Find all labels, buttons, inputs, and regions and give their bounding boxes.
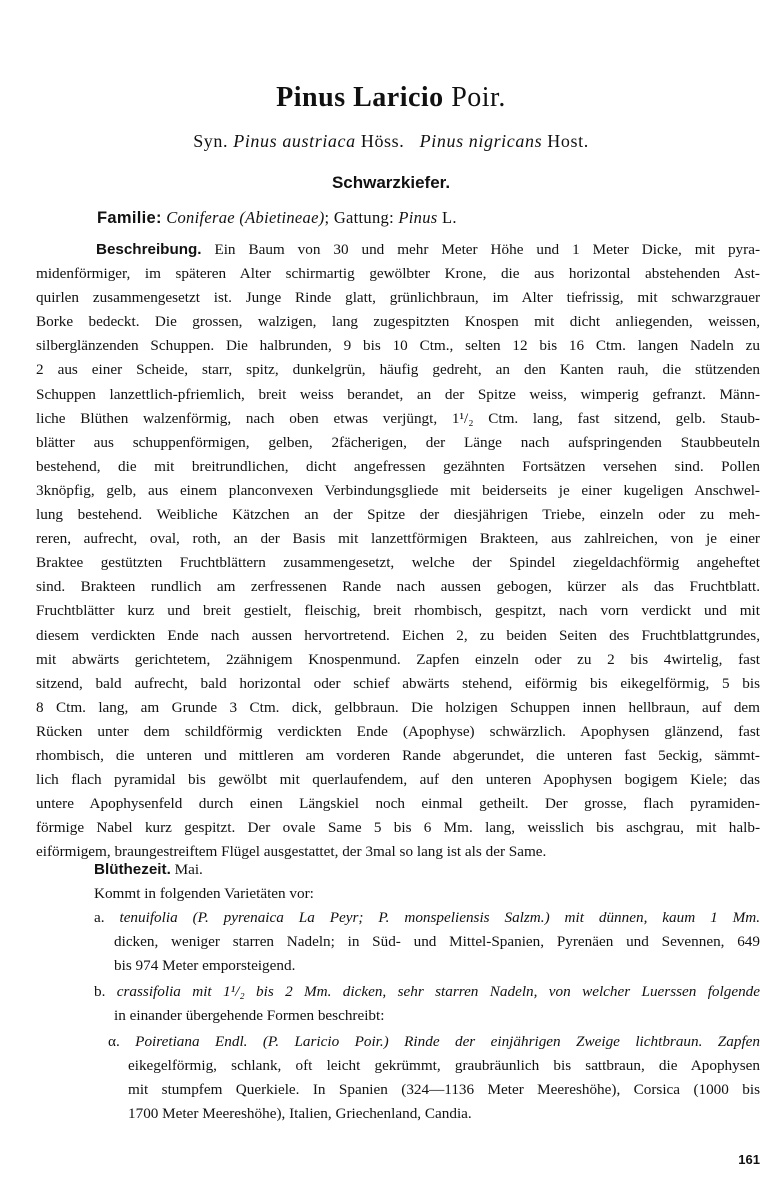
beschreibung-line xyxy=(36,238,760,262)
beschreibung-line: Borke bedeckt. Die grossen, walzigen, lang zugespitzten Knospen mit dicht anliegenden, weissen, xyxy=(36,313,760,331)
variety-alpha xyxy=(108,1030,760,1126)
variety-line xyxy=(108,1030,760,1054)
beschreibung-section xyxy=(36,238,760,864)
subfamily-name: (Abietineae) xyxy=(239,208,325,227)
beschreibung-line: blätter aus schuppenförmigen, gelben, 2fächerigen, der Länge nach aufspringenden Staubbeuteln xyxy=(36,433,760,451)
beschreibung-line: Rücken unter dem schildförmig verdickten Ende (Apophyse) schwärzlich. Apophysen glänzend, fast xyxy=(36,722,760,740)
variety-line: in einander übergehende Formen beschreibt: xyxy=(114,1007,385,1025)
page-title xyxy=(0,82,782,114)
beschreibung-line: rhombisch, die unteren und mittleren am vorderen Rande abgerundet, die unteren fast 5eckig, sämmt- xyxy=(36,746,760,764)
beschreibung-line: 8 Ctm. lang, am Grunde 3 Ctm. dick, gelbbraun. Die holzigen Schuppen innen hellbraun, auf dem xyxy=(36,698,760,716)
beschreibung-line: sind. Brakteen rundlich am zerfressenen Rande nach aussen gebogen, kürzer als das Fruchtblatt. xyxy=(36,578,760,596)
genus-name: Pinus xyxy=(398,208,438,227)
beschreibung-line: untere Apophysenfeld durch einen Längskiel noch einmal getheilt. Der grosse, flach pyramiden- xyxy=(36,795,760,813)
syn-prefix: Syn. xyxy=(193,131,229,151)
beschreibung-line: lung bestehend. Weibliche Kätzchen an der Spitze der diesjährigen Triebe, einzeln oder zu meh- xyxy=(36,506,760,524)
synonym-1-author: Höss. xyxy=(360,131,405,151)
variety-line xyxy=(94,906,760,930)
beschreibung-line: bestehend, die mit breitrundlichen, dicht angefressen gezähnten Fortsätzen versehen sind. Pollen xyxy=(36,457,760,475)
beschreibung-line: liche Blüthen walzenförmig, nach oben etwas verjüngt, 1¹/₂ Ctm. lang, fast sitzend, gelb. Staub- xyxy=(36,409,760,427)
beschreibung-line: mit abwärts gerichtetem, 2zähnigem Knospenmund. Zapfen einzeln oder zu 2 bis 4wirtelig, fast xyxy=(36,650,760,668)
variety-line: 1700 Meter Meereshöhe), Italien, Griechenland, Candia. xyxy=(128,1105,472,1123)
beschreibung-line: 2 aus einer Scheide, starr, spitz, dunkelgrün, häufig gedreht, an den Kanten rauh, die stützenden xyxy=(36,361,760,379)
variety-a xyxy=(94,906,760,978)
variety-text: crassifolia mit 1¹/₂ bis 2 Mm. dicken, sehr starren Nadeln, von welcher Luerssen folgende xyxy=(116,983,760,1000)
variety-line: dicken, weniger starren Nadeln; in Süd- und Mittel-Spanien, Pyrenäen und Sevennen, 649 xyxy=(114,933,760,951)
beschreibung-line: quirlen zusammengesetzt ist. Junge Rinde glatt, grünlichbraun, im Alter tiefrissig, mit schwarzgrauer xyxy=(36,289,760,307)
beschreibung-line: midenförmiger, im späteren Alter schirmartig gewölbter Krone, die aus horizontal abstehenden Ast- xyxy=(36,265,760,283)
variety-line: bis 974 Meter emporsteigend. xyxy=(114,957,296,975)
bluthezeit-line xyxy=(94,858,760,882)
beschreibung-line: lich flach pyramidal bis gewölbt mit querlaufendem, auf den unteren Apophysen bogigem Kiele; das xyxy=(36,771,760,789)
variety-line: eikegelförmig, schlank, oft leicht gekrümmt, graubräunlich bis sattbraun, die Apophysen xyxy=(128,1057,760,1075)
synonyms-line xyxy=(0,131,782,152)
variety-line xyxy=(94,980,760,1004)
common-name: Schwarzkiefer. xyxy=(331,173,451,192)
variety-marker: b. xyxy=(94,983,106,1000)
variety-marker: a. xyxy=(94,909,105,926)
family-name: Coniferae xyxy=(166,208,235,227)
gattung-label: Gattung: xyxy=(333,208,394,227)
beschreibung-line: silberglänzenden Schuppen. Die halbrunden, 9 bis 10 Ctm., selten 12 bis 16 Ctm. langen Nadeln zu xyxy=(36,337,760,355)
beschreibung-line: eiförmigem, braungestreiftem Flügel ausgestattet, der 3mal so lang ist als der Same. xyxy=(36,843,547,861)
beschreibung-line: 3knöpfig, gelb, aus einem planconvexen Verbindungsgliede mit beiderseits je einer kugeligen Anschwel- xyxy=(36,481,760,499)
familie-line xyxy=(97,208,757,228)
beschreibung-line: Braktee gestützten Fruchtblättern zusammengesetzt, welche der Spindel ziegeldachförmig angeheftet xyxy=(36,554,760,572)
bluthezeit-section xyxy=(94,858,760,906)
synonym-1: Pinus austriaca xyxy=(233,131,356,151)
variety-line: mit stumpfem Querkiele. In Spanien (324—1136 Meter Meereshöhe), Corsica (1000 bis xyxy=(128,1081,760,1099)
bluthezeit-label: Blüthezeit. xyxy=(94,861,171,878)
beschreibung-line: Schuppen lanzettlich-pfriemlich, breit weiss berandet, an der Spitze weiss, wimperig gefranzt. Männ- xyxy=(36,385,760,403)
familie-label: Familie: xyxy=(97,209,162,227)
beschreibung-label: Beschreibung. xyxy=(96,241,202,258)
familie-sep: ; xyxy=(324,208,330,227)
variety-text: Poiretiana Endl. (P. Laricio Poir.) Rinde der einjährigen Zweige lichtbraun. Zapfen xyxy=(135,1033,760,1050)
variety-b xyxy=(94,980,760,1028)
beschreibung-line: förmige Nabel kurz gespitzt. Der ovale Same 5 bis 6 Mm. lang, weisslich bis aschgrau, mit halb- xyxy=(36,819,760,837)
beschreibung-line: reren, aufrecht, oval, roth, an der Basis mit lanzettförmigen Brakteen, aus zahlreichen, von je einer xyxy=(36,530,760,548)
variety-marker: α. xyxy=(108,1033,120,1050)
genus-author: L. xyxy=(441,208,457,227)
page-number: 161 xyxy=(738,1152,760,1167)
beschreibung-line: sitzend, bald aufrecht, bald horizontal oder schief abwärts stehend, eiförmig bis eikegelförmig, 5 bis xyxy=(36,674,760,692)
bluthezeit-value: Mai. xyxy=(174,861,203,878)
synonym-2-author: Host. xyxy=(547,131,589,151)
beschreibung-line: diesem verdickten Ende nach aussen hervortretend. Eichen 2, zu beiden Seiten des Fruchtblattgrundes, xyxy=(36,626,760,644)
beschreibung-line: Fruchtblätter kurz und breit gestielt, fleischig, breit rhombisch, gespitzt, nach vorn verdickt und mit xyxy=(36,602,760,620)
synonym-2: Pinus nigricans xyxy=(419,131,543,151)
variety-text: tenuifolia (P. pyrenaica La Peyr; P. monspeliensis Salzm.) mit dünnen, kaum 1 Mm. xyxy=(119,909,761,926)
text-line: Ein Baum von 30 und mehr Meter Höhe und 1 Meter Dicke, mit pyra- xyxy=(214,241,761,258)
species-author: Poir. xyxy=(451,82,506,113)
species-name: Pinus Laricio xyxy=(276,82,444,113)
varieties-intro: Kommt in folgenden Varietäten vor: xyxy=(94,885,314,903)
